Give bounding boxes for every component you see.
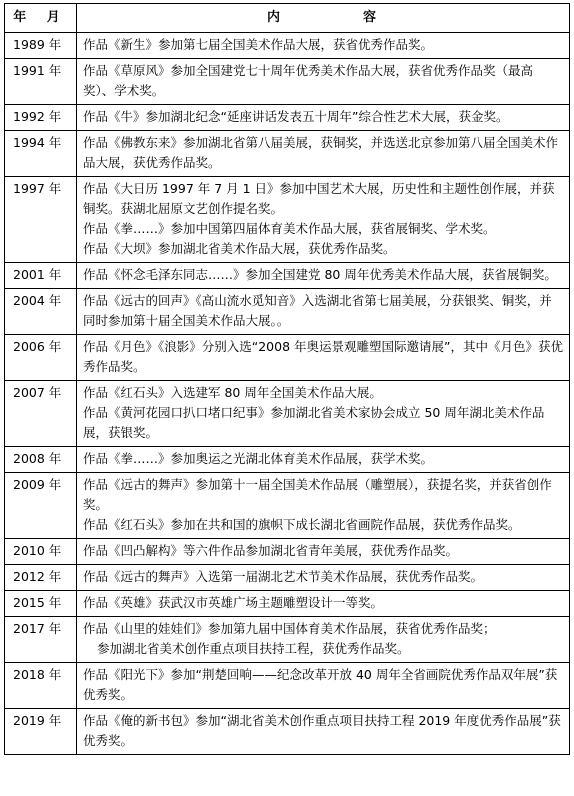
content-entry: 参加湖北省美术创作重点项目扶持工程，获优秀作品奖。 [97,641,410,656]
content-cell [77,447,570,473]
content-cell [77,59,570,105]
table-row [5,33,570,59]
table-row [5,381,570,447]
year-cell: 2004 年 [5,289,77,335]
year-cell: 2019 年 [5,709,77,755]
year-cell: 2009 年 [5,473,77,539]
exhibition-record-table [4,3,570,755]
table-row [5,447,570,473]
content-cell [77,289,570,335]
content-entry: 作品《黄河花园口扒口堵口纪事》参加湖北省美术家协会成立 50 周年湖北美术作品展，获银奖。 [83,405,545,440]
content-cell [77,105,570,131]
content-entry: 作品《佛教东来》参加湖北省第八届美展，获铜奖，并选送北京参加第八届全国美术作品大展，获优秀作品奖。 [83,135,559,170]
year-cell: 2017 年 [5,617,77,663]
year-cell: 1991 年 [5,59,77,105]
table-row [5,177,570,263]
header-content: 内 容 [77,4,570,33]
year-cell: 1994 年 [5,131,77,177]
content-cell [77,663,570,709]
table-row [5,131,570,177]
content-entry: 作品《山里的娃娃们》参加第九届中国体育美术作品展，获省优秀作品奖； [83,621,496,636]
table-row [5,263,570,289]
year-cell: 2010 年 [5,539,77,565]
content-entry: 作品《红石头》参加在共和国的旗帜下成长湖北省画院作品展，获优秀作品奖。 [83,517,521,532]
content-cell [77,33,570,59]
content-cell [77,335,570,381]
content-entry: 作品《牛》参加湖北纪念“延座讲话发表五十周年”综合性艺术大展，获金奖。 [83,109,509,124]
table-row [5,289,570,335]
table-row [5,473,570,539]
content-entry: 作品《阳光下》参加“荆楚回响——纪念改革开放 40 周年全省画院优秀作品双年展”获优秀奖。 [83,667,558,702]
content-cell [77,473,570,539]
content-entry: 作品《英雄》获武汉市英雄广场主题雕塑设计一等奖。 [83,595,384,610]
table-row [5,565,570,591]
table-body [5,33,570,755]
table-row [5,709,570,755]
content-entry: 作品《远古的回声》《高山流水觅知音》入选湖北省第七届美展，分获银奖、铜奖，并同时参加第十届全国美术作品大展。。 [83,293,552,328]
content-cell [77,539,570,565]
content-entry: 作品《大日历 1997 年 7 月 1 日》参加中国艺术大展，历史性和主题性创作展，并获铜奖。获湖北屈原文艺创作提名奖。 [83,181,555,216]
year-cell: 1989 年 [5,33,77,59]
table-row [5,59,570,105]
content-entry: 作品《远古的舞声》入选第一届湖北艺术节美术作品展，获优秀作品奖。 [83,569,484,584]
content-entry: 作品《草原风》参加全国建党七十周年优秀美术作品大展，获省优秀作品奖（最高奖）、学术奖。 [83,63,534,98]
content-cell [77,263,570,289]
header-year: 年 月 [5,4,77,33]
content-cell [77,617,570,663]
content-entry: 作品《红石头》入选建军 80 周年全国美术作品大展。 [83,385,382,400]
year-cell: 2006 年 [5,335,77,381]
content-cell [77,591,570,617]
year-cell: 1992 年 [5,105,77,131]
table-header-row [5,4,570,33]
content-entry: 作品《大坝》参加湖北省美术作品大展，获优秀作品奖。 [83,241,396,256]
content-cell [77,131,570,177]
content-cell [77,565,570,591]
year-cell: 2018 年 [5,663,77,709]
table-row [5,617,570,663]
year-cell: 1997 年 [5,177,77,263]
content-entry: 作品《拳……》参加奥运之光湖北体育美术作品展，获学术奖。 [83,451,434,466]
content-entry: 作品《拳……》参加中国第四届体育美术作品大展，获省展铜奖、学术奖。 [83,221,496,236]
year-cell: 2007 年 [5,381,77,447]
content-entry: 作品《怀念毛泽东同志……》参加全国建党 80 周年优秀美术作品大展，获省展铜奖。 [83,267,557,282]
table-row [5,663,570,709]
content-entry: 作品《凹凸解构》等六件作品参加湖北省青年美展，获优秀作品奖。 [83,543,459,558]
content-entry: 作品《远古的舞声》参加第十一届全国美术作品展（雕塑展），获提名奖，并获省创作奖。 [83,477,552,512]
year-cell: 2012 年 [5,565,77,591]
table-row [5,105,570,131]
year-cell: 2008 年 [5,447,77,473]
content-cell [77,709,570,755]
content-cell [77,381,570,447]
table-row [5,591,570,617]
content-entry: 作品《月色》《浪影》分别入选“2008 年奥运景观雕塑国际邀请展”，其中《月色》获优秀作品奖。 [83,339,563,374]
table-row [5,539,570,565]
year-cell: 2015 年 [5,591,77,617]
table-row [5,335,570,381]
content-entry: 作品《新生》参加第七届全国美术作品大展，获省优秀作品奖。 [83,37,434,52]
content-cell [77,177,570,263]
year-cell: 2001 年 [5,263,77,289]
content-entry: 作品《俺的新书包》参加“湖北省美术创作重点项目扶持工程 2019 年度优秀作品展”获优秀奖。 [83,713,561,748]
